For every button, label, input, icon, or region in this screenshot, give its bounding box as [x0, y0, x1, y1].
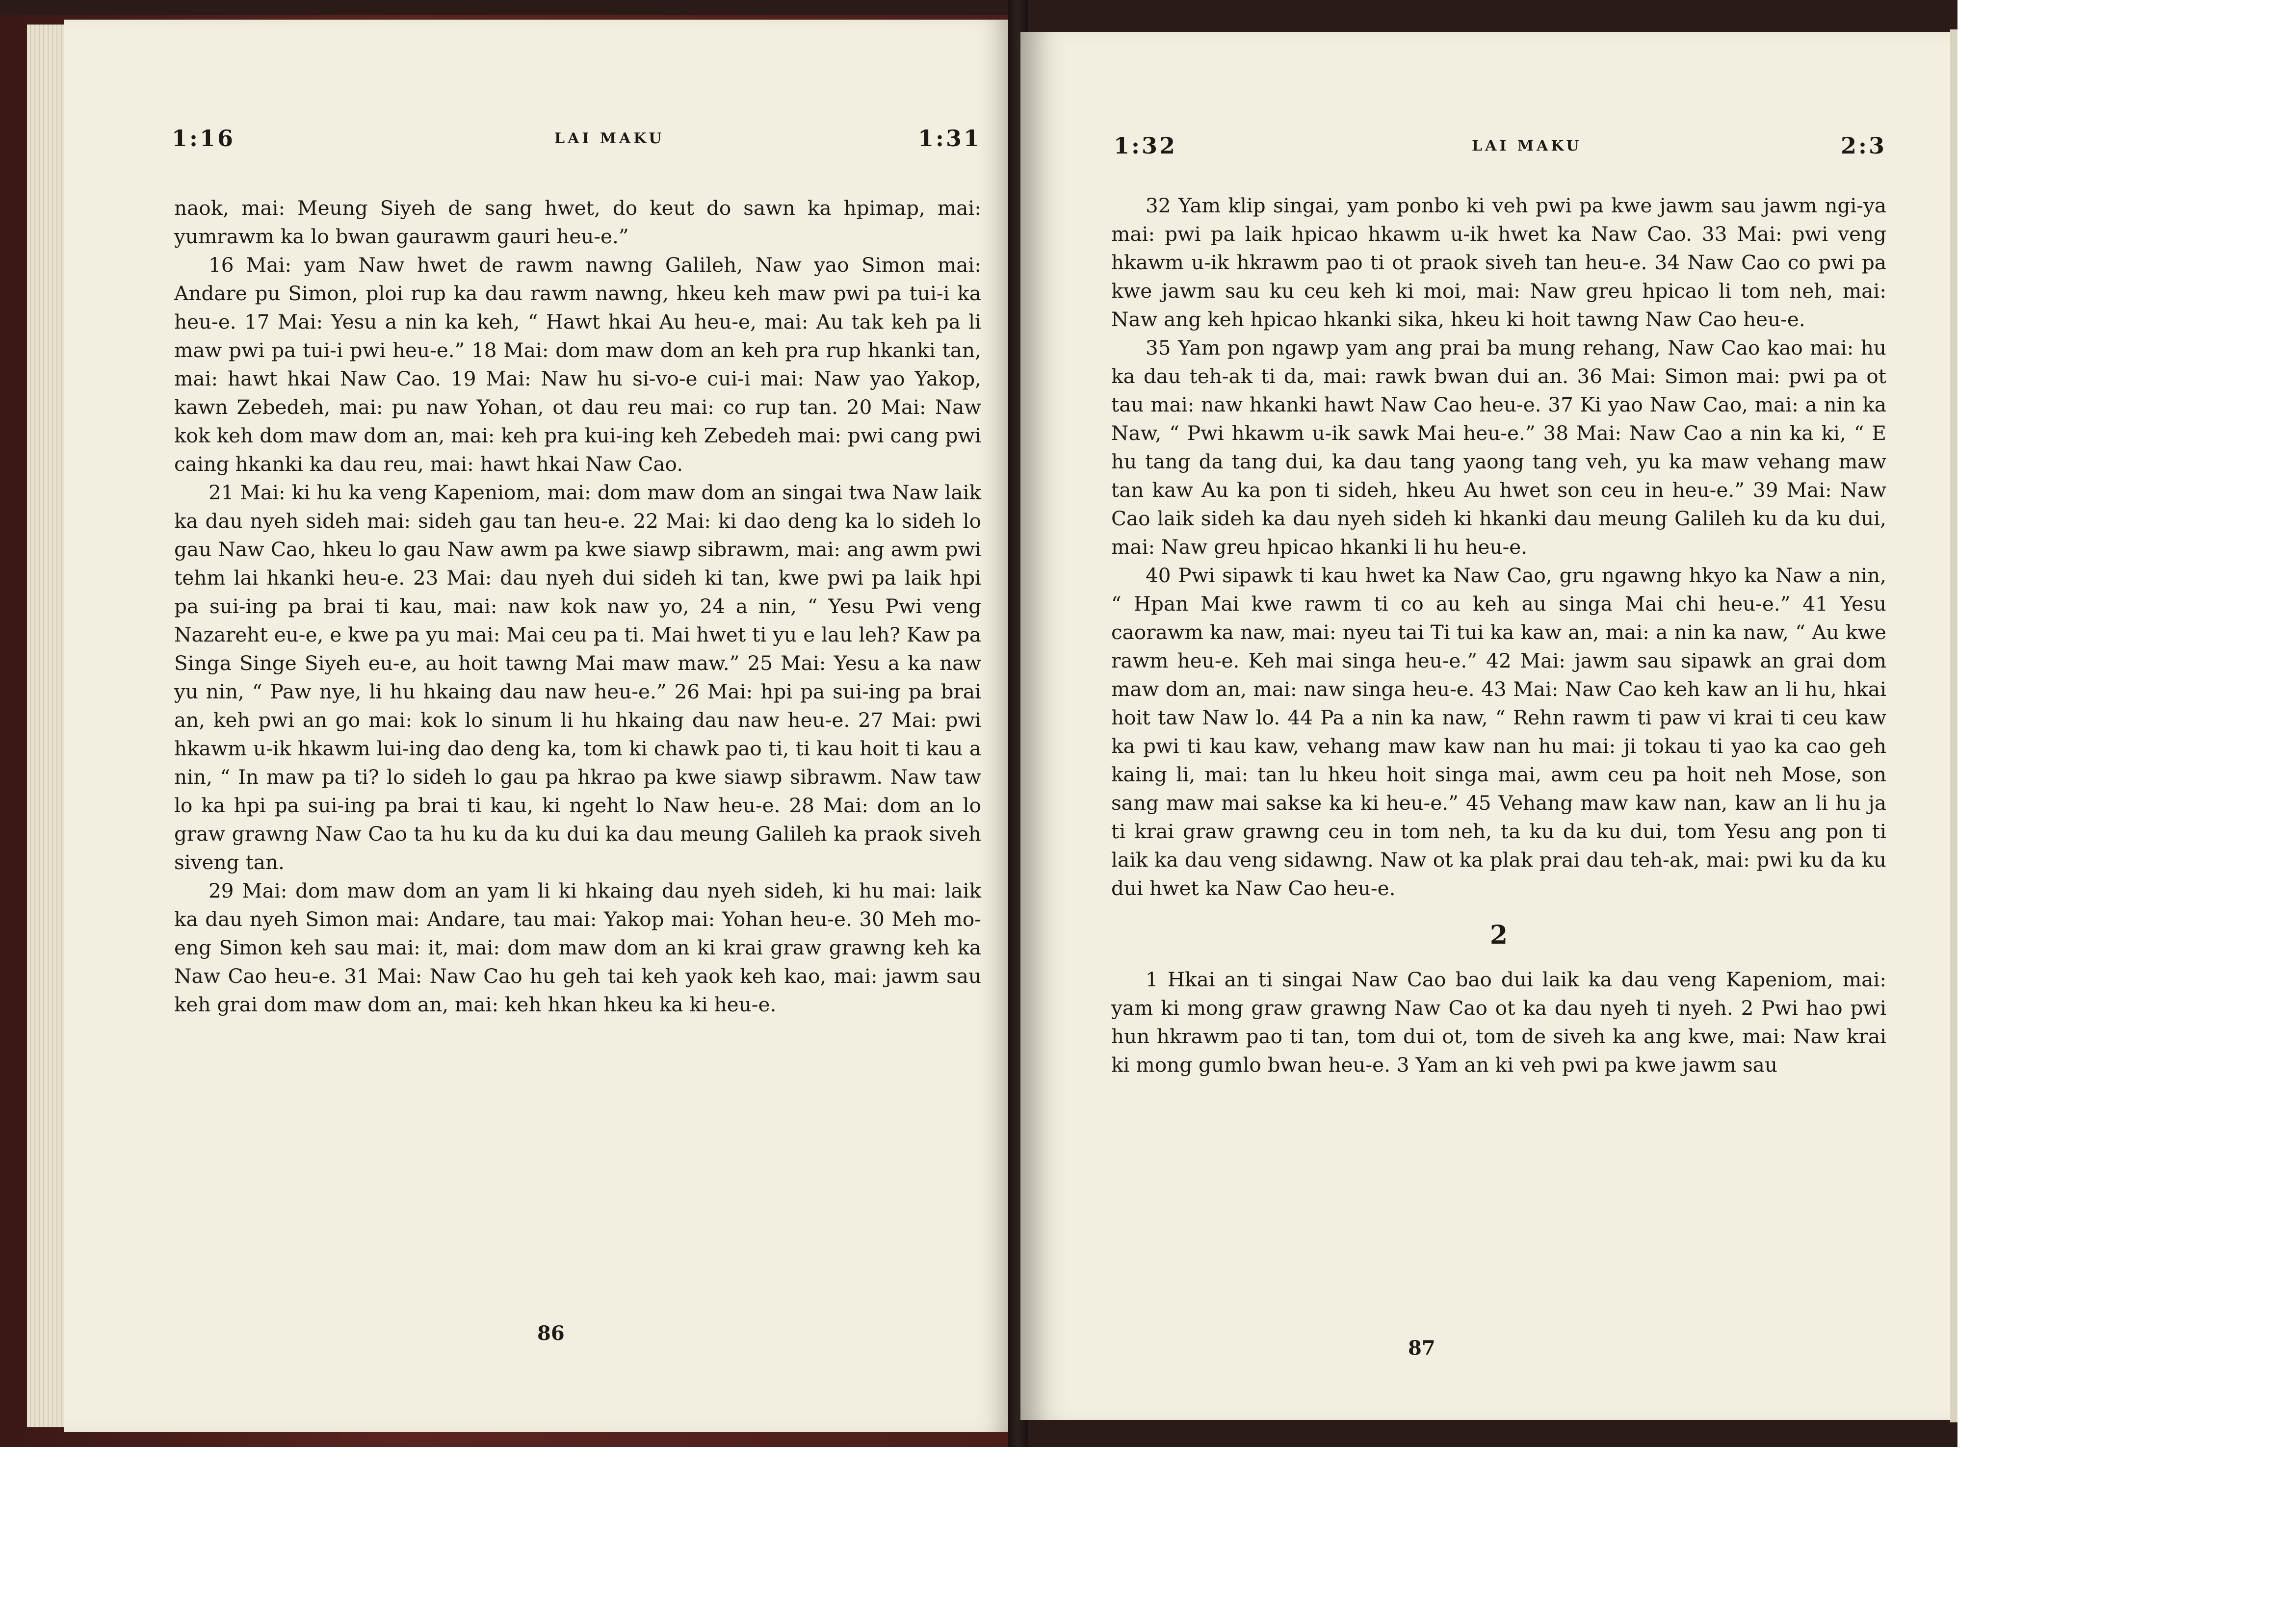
text-paragraph: 40 Pwi sipawk ti kau hwet ka Naw Cao, gru ngawng hkyo ka Naw a nin, “ Hpan Mai kwe rawm ti co au keh au singa Mai chi heu-e.” 41 Yesu caorawm ka naw, mai: nyeu tai Ti tui ka kaw an, mai: a nin ka naw, “ Au kwe rawm heu-e. Keh mai singa heu-e.” 42 Mai: jawm sau sipawk an grai dom maw dom an, mai: naw singa heu-e. 43 Mai: Naw Cao keh kaw an li hu, hkai hoit taw Naw lo. 44 Pa a nin ka naw, “ Rehn rawm ti paw vi krai ti ceu kaw ka pwi ti kau kaw, vehang maw kaw nan hu mai: ji tokau ti yao ka cao geh kaing li, mai: tan lu hkeu hoit singa mai, awm ceu pa hoit neh Mose, son sang maw mai sakse ka ki heu-e.” 45 Vehang maw kaw nan, kaw an li hu ja ti krai graw grawng ceu in tom neh, ta ku da ku dui, tom Yesu ang pon ti laik ka dau veng sidawng. Naw ot ka plak prai dau teh-ak, mai: pwi ku da ku dui hwet ka Naw Cao heu-e. [1111, 564, 1886, 900]
left-page-number: 86 [537, 1322, 565, 1345]
text-paragraph: 32 Yam klip singai, yam ponbo ki veh pwi pa kwe jawm sau jawm ngi-ya mai: pwi pa laik hpicao hkawm u-ik hwet ka Naw Cao. 33 Mai: pwi veng hkawm u-ik hkrawm pao ti ot praok siveh tan heu-e. 34 Naw Cao co pwi pa kwe jawm sau ku ceu keh ki moi, mai: Naw greu hpicao li tom neh, mai: Naw ang keh hpicao hkanki sika, hkeu ki hoit tawng Naw Cao heu-e. [1111, 194, 1886, 331]
page-edges-right [1950, 29, 1957, 1422]
text-paragraph: naok, mai: Meung Siyeh de sang hwet, do keut do sawn ka hpimap, mai: yumrawm ka lo bwan gaurawm gauri heu-e.” [174, 196, 981, 248]
right-header-verse-start: 1:32 [1114, 132, 1177, 159]
right-header-verse-end: 2:3 [1841, 132, 1886, 159]
chapter-heading: 2 [1489, 920, 1508, 950]
right-page-text [1111, 191, 1886, 1079]
right-running-header [1114, 132, 1886, 167]
right-page-number: 87 [1408, 1337, 1435, 1360]
right-page [1020, 32, 1955, 1420]
text-paragraph: 29 Mai: dom maw dom an yam li ki hkaing dau nyeh sideh, ki hu mai: laik ka dau nyeh Simon mai: Andare, tau mai: Yakop mai: Yohan heu-e. 30 Meh mo-eng Simon keh sau mai: it, mai: dom maw dom an ki krai graw grawng keh ka Naw Cao heu-e. 31 Mai: Naw Cao hu geh tai keh yaok keh kao, mai: jawm sau keh grai dom maw dom an, mai: keh hkan hkeu ka ki heu-e. [174, 879, 981, 1016]
left-header-book-title: LAI MAKU [554, 130, 665, 147]
text-paragraph: 16 Mai: yam Naw hwet de rawm nawng Galileh, Naw yao Simon mai: Andare pu Simon, ploi rup ka dau rawm nawng, hkeu keh maw pwi pa tui-i ka heu-e. 17 Mai: Yesu a nin ka keh, “ Hawt hkai Au heu-e, mai: Au tak keh pa li maw pwi pa tui-i pwi heu-e.” 18 Mai: dom maw dom an keh pra rup hkanki tan, mai: hawt hkai Naw Cao. 19 Mai: Naw hu si-vo-e cui-i mai: Naw yao Yakop, kawn Zebedeh, mai: pu naw Yohan, ot dau reu mai: co rup tan. 20 Mai: Naw kok keh dom maw dom an, mai: keh pra kui-ing keh Zebedeh mai: pwi cang pwi caing hkanki ka dau reu, mai: hawt hkai Naw Cao. [174, 253, 981, 476]
right-header-book-title: LAI MAKU [1472, 137, 1582, 154]
left-running-header [172, 125, 981, 159]
text-paragraph: 35 Yam pon ngawp yam ang prai ba mung rehang, Naw Cao kao mai: hu ka dau teh-ak ti da, mai: rawk bwan dui an. 36 Mai: Simon mai: pwi pa ot tau mai: naw hkanki hawt Naw Cao heu-e. 37 Ki yao Naw Cao, mai: a nin ka Naw, “ Pwi hkawm u-ik sawk Mai heu-e.” 38 Mai: Naw Cao a nin ka ki, “ E hu tang da tang dui, ka dau tang yaong tang veh, yu ka maw vehang maw tan kaw Au ka pon ti sideh, hkeu Au hwet son ceu in heu-e.” 39 Mai: Naw Cao laik sideh ka dau nyeh sideh ki hkanki dau meung Galileh ku da ku dui, mai: Naw greu hpicao hkanki li hu heu-e. [1111, 336, 1886, 559]
text-paragraph: 21 Mai: ki hu ka veng Kapeniom, mai: dom maw dom an singai twa Naw laik ka dau nyeh sideh mai: sideh gau tan heu-e. 22 Mai: ki dao deng ka lo sideh lo gau Naw Cao, hkeu lo gau Naw awm pa kwe siawp sibrawm, mai: ang awm pwi tehm lai hkanki heu-e. 23 Mai: dau nyeh dui sideh ki tan, kwe pwi pa laik hpi pa sui-ing pa brai ti kau, mai: naw kok naw yo, 24 a nin, “ Yesu Pwi veng Nazareht eu-e, e kwe pa yu mai: Mai ceu pa ti. Mai hwet ti yu e lau leh? Kaw pa Singa Singe Siyeh eu-e, au hoit tawng Mai maw maw.” 25 Mai: Yesu a ka naw yu nin, “ Paw nye, li hu hkaing dau naw heu-e.” 26 Mai: hpi pa sui-ing pa brai an, keh pwi an go mai: kok lo sinum li hu hkaing dau naw heu-e. 27 Mai: pwi hkawm u-ik hkawm lui-ing dao deng ka, tom ki chawk pao ti, ti kau hoit ti kau a nin, “ In maw pa ti? lo sideh lo gau pa hkrao pa kwe siawp sibrawm. Naw taw lo ka hpi pa sui-ing pa brai ti kau, ki ngeht lo Naw heu-e. 28 Mai: dom an lo graw grawng Naw Cao ta hu ku da ku dui ka dau meung Galileh ka praok siveh siveng tan. [174, 481, 981, 874]
text-paragraph: 1 Hkai an ti singai Naw Cao bao dui laik ka dau veng Kapeniom, mai: yam ki mong graw grawng Naw Cao ot ka dau nyeh ti nyeh. 2 Pwi hao pwi hun hkrawm pao ti tan, tom dui ot, tom de siveh ka ang kwe, mai: Naw krai ki mong gumlo bwan heu-e. 3 Yam an ki veh pwi pa kwe jawm sau [1111, 968, 1886, 1077]
left-page-text [174, 194, 981, 1019]
left-page [64, 20, 1016, 1432]
left-header-verse-end: 1:31 [917, 125, 981, 152]
left-header-verse-start: 1:16 [172, 125, 235, 152]
